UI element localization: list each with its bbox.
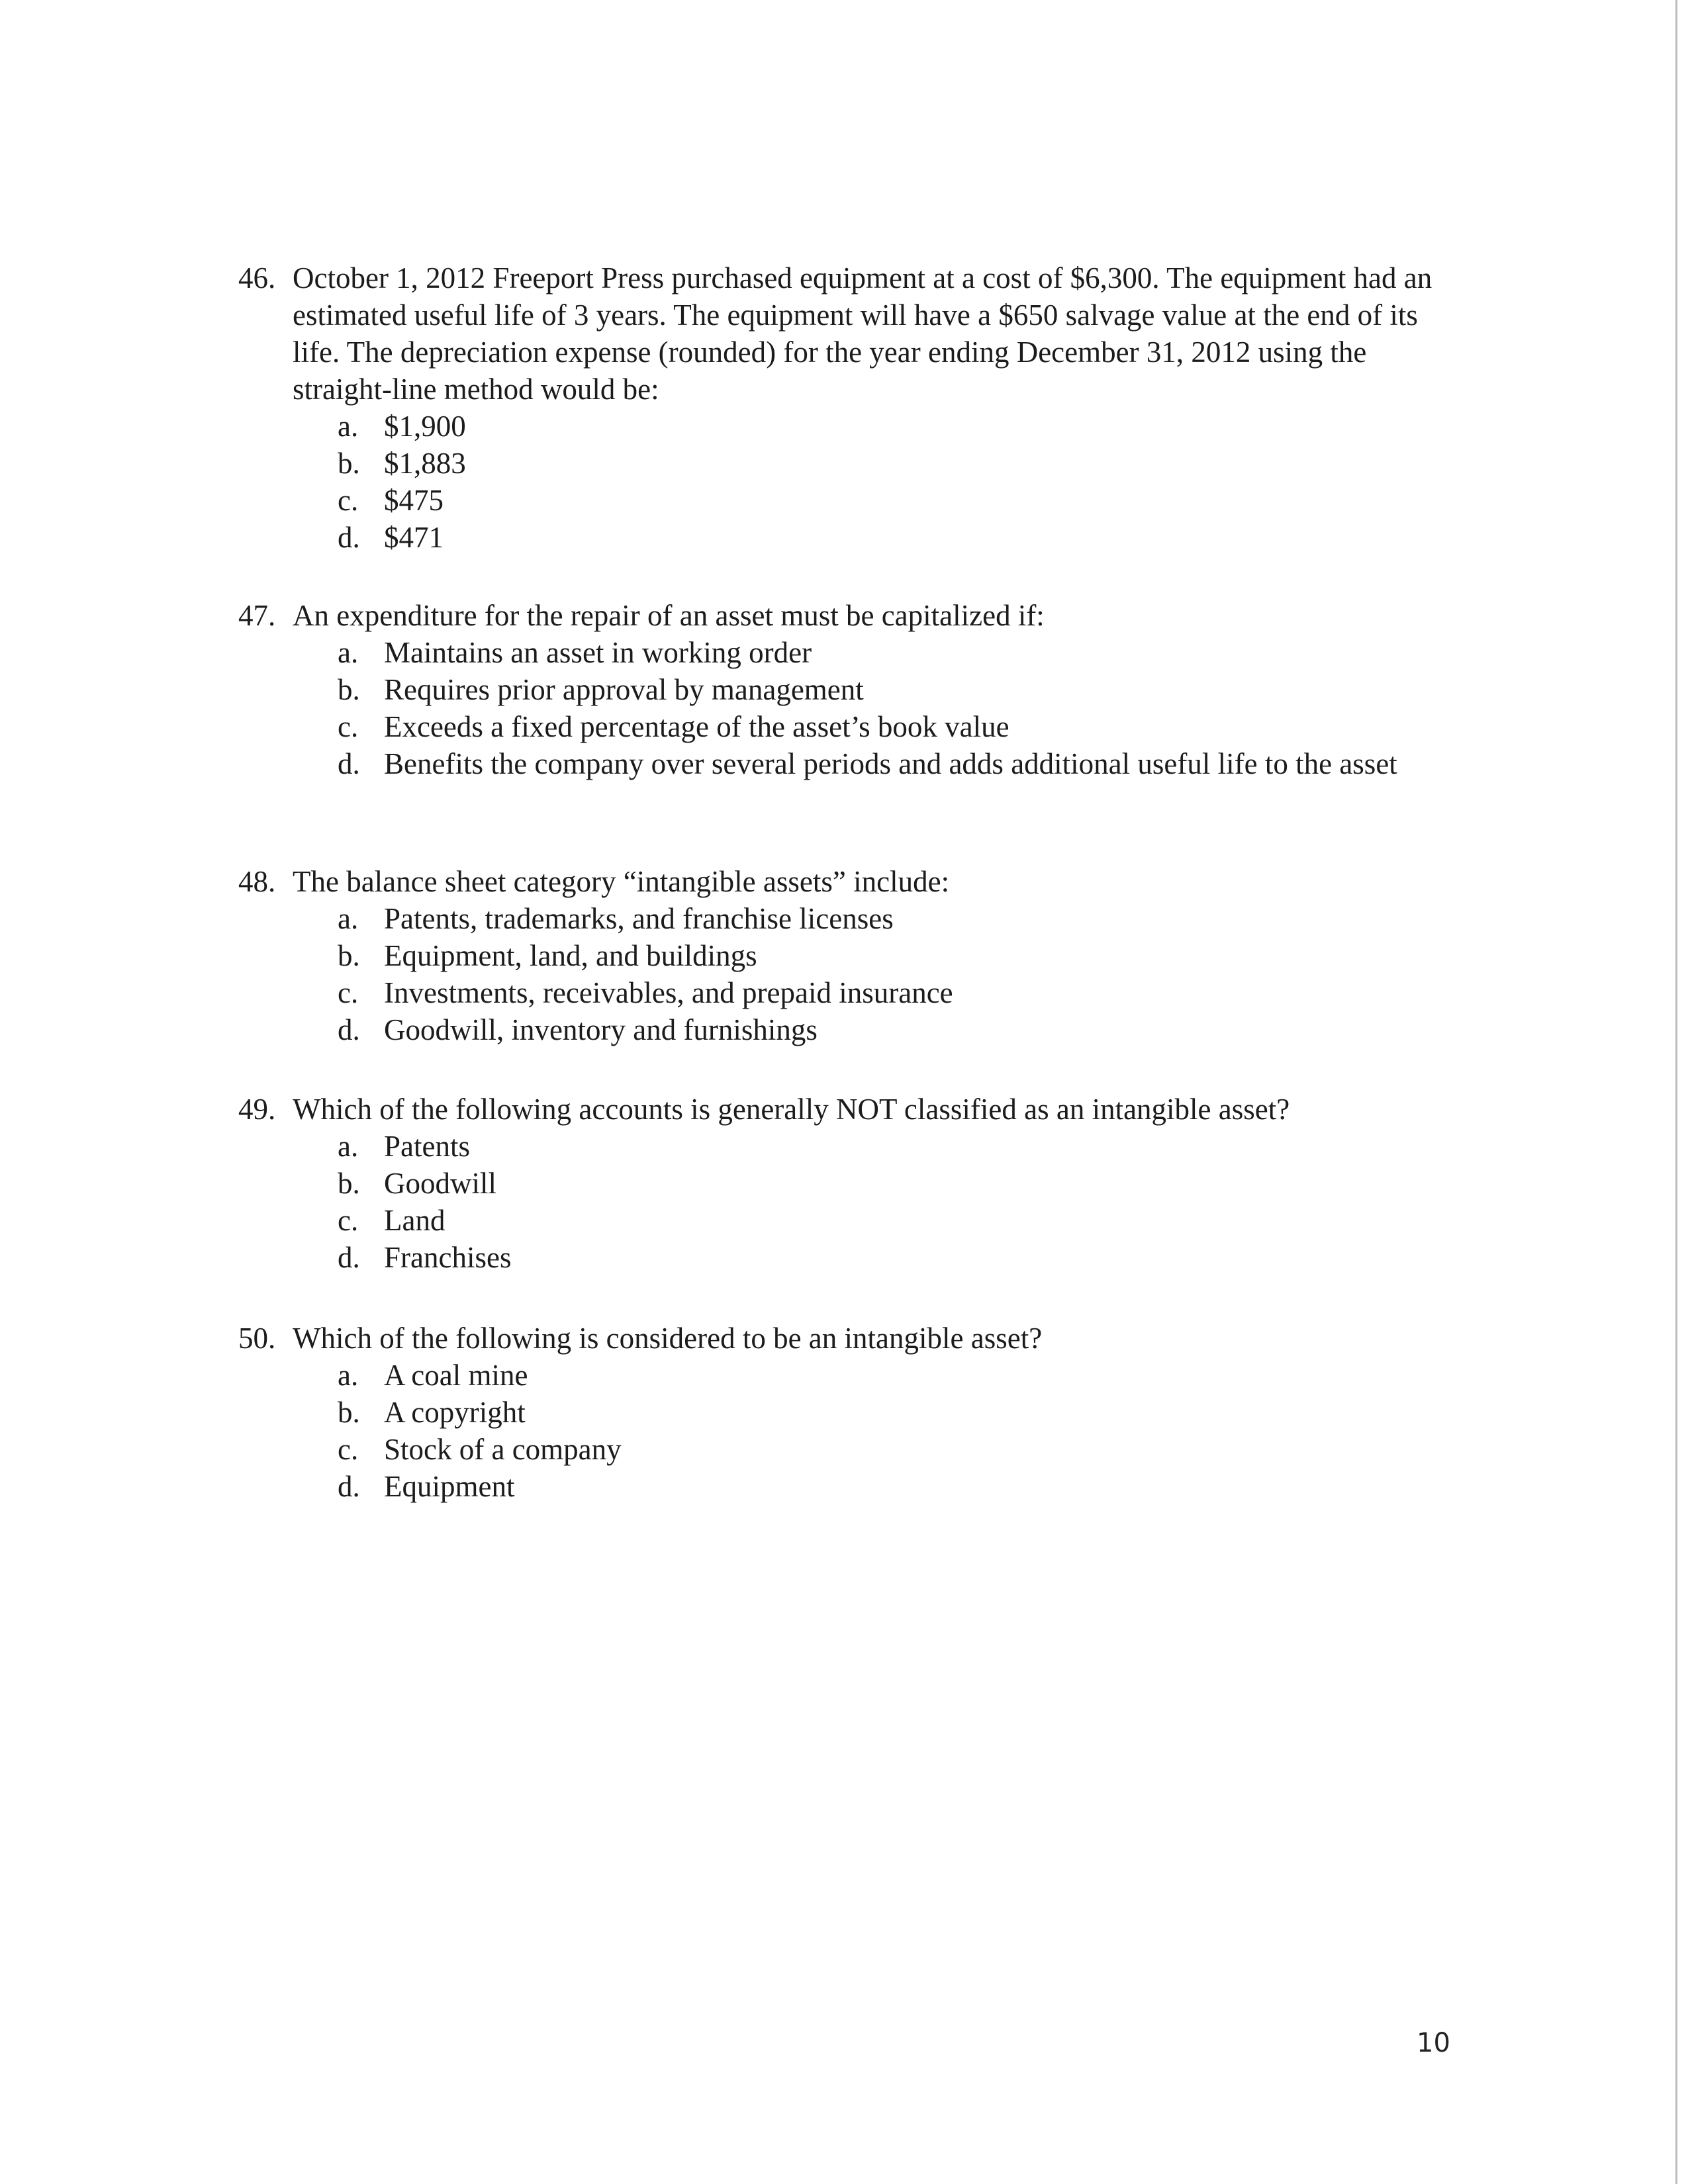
answer-option <box>238 1011 1450 1048</box>
option-letter: a. <box>338 1359 359 1392</box>
answer-options <box>238 900 1450 1048</box>
question-stem <box>238 863 1450 900</box>
answer-option <box>238 1394 1450 1431</box>
option-text: A copyright <box>384 1396 526 1429</box>
option-text: $1,900 <box>384 410 466 443</box>
option-text: Equipment, land, and buildings <box>384 939 757 972</box>
option-letter: c. <box>338 1433 359 1466</box>
option-text: Equipment <box>384 1470 515 1503</box>
option-text: Patents <box>384 1130 470 1163</box>
answer-option <box>238 1128 1450 1165</box>
option-letter: d. <box>338 1013 360 1046</box>
answer-option <box>238 1165 1450 1202</box>
answer-option <box>238 900 1450 937</box>
option-text: $1,883 <box>384 447 466 480</box>
scan-page-edge <box>1675 0 1677 2184</box>
answer-options <box>238 408 1450 556</box>
answer-option <box>238 519 1450 556</box>
question-49 <box>238 1091 1450 1276</box>
question-stem <box>238 1320 1450 1357</box>
option-letter: c. <box>338 710 359 743</box>
page-number: 10 <box>1417 2028 1450 2058</box>
answer-option <box>238 937 1450 974</box>
question-text: The balance sheet category “intangible assets” include: <box>293 865 950 898</box>
option-text: $471 <box>384 521 444 554</box>
answer-option <box>238 974 1450 1011</box>
question-50 <box>238 1320 1450 1505</box>
question-stem <box>238 597 1450 634</box>
option-text: Land <box>384 1204 445 1237</box>
answer-option <box>238 1202 1450 1239</box>
option-letter: d. <box>338 1470 360 1503</box>
option-letter: b. <box>338 939 360 972</box>
option-letter: a. <box>338 410 359 443</box>
answer-option <box>238 1239 1450 1276</box>
option-letter: a. <box>338 902 359 935</box>
answer-option <box>238 482 1450 519</box>
option-text: Stock of a company <box>384 1433 622 1466</box>
option-text: Goodwill, inventory and furnishings <box>384 1013 818 1046</box>
option-letter: b. <box>338 673 360 706</box>
answer-option <box>238 408 1450 445</box>
answer-option <box>238 445 1450 482</box>
answer-option <box>238 708 1450 745</box>
question-number: 46. <box>238 261 276 295</box>
question-text: An expenditure for the repair of an asset must be capitalized if: <box>293 599 1045 632</box>
option-letter: a. <box>338 636 359 669</box>
question-stem <box>238 1091 1450 1128</box>
option-letter: c. <box>338 1204 359 1237</box>
question-47 <box>238 597 1450 782</box>
question-48 <box>238 863 1450 1048</box>
option-text: Maintains an asset in working order <box>384 636 812 669</box>
option-letter: d. <box>338 747 360 780</box>
question-number: 49. <box>238 1093 276 1126</box>
question-text: Which of the following accounts is generally NOT classified as an intangible asset? <box>293 1093 1290 1126</box>
option-text: Requires prior approval by management <box>384 673 864 706</box>
answer-option <box>238 1468 1450 1505</box>
option-text: A coal mine <box>384 1359 528 1392</box>
question-number: 50. <box>238 1322 276 1355</box>
answer-option <box>238 1357 1450 1394</box>
option-letter: c. <box>338 484 359 517</box>
answer-option <box>238 634 1450 671</box>
question-46 <box>238 259 1450 556</box>
option-letter: d. <box>338 521 360 554</box>
option-text: Patents, trademarks, and franchise licenses <box>384 902 894 935</box>
option-letter: c. <box>338 976 359 1009</box>
question-text: October 1, 2012 Freeport Press purchased equipment at a cost of $6,300. The equipment had an estimated useful life of 3 years. The equipment will have a $650 salvage value at the end of its life. The depreciation expense (rounded) for the year ending December 31, 2012 using the straight-line method would be: <box>293 261 1432 406</box>
option-letter: b. <box>338 447 360 480</box>
answer-option <box>238 671 1450 708</box>
question-stem <box>238 259 1450 408</box>
option-text: Exceeds a fixed percentage of the asset’s book value <box>384 710 1009 743</box>
option-letter: d. <box>338 1241 360 1274</box>
option-text: Goodwill <box>384 1167 497 1200</box>
answer-options <box>238 1128 1450 1276</box>
answer-options <box>238 634 1450 782</box>
answer-options <box>238 1357 1450 1505</box>
question-number: 48. <box>238 865 276 898</box>
answer-option <box>238 745 1450 782</box>
option-text: $475 <box>384 484 444 517</box>
answer-option <box>238 1431 1450 1468</box>
option-letter: b. <box>338 1396 360 1429</box>
question-number: 47. <box>238 599 276 632</box>
option-text: Franchises <box>384 1241 512 1274</box>
option-text: Benefits the company over several periods and adds additional useful life to the asset <box>384 747 1397 780</box>
option-letter: b. <box>338 1167 360 1200</box>
question-text: Which of the following is considered to be an intangible asset? <box>293 1322 1043 1355</box>
option-letter: a. <box>338 1130 359 1163</box>
option-text: Investments, receivables, and prepaid insurance <box>384 976 953 1009</box>
